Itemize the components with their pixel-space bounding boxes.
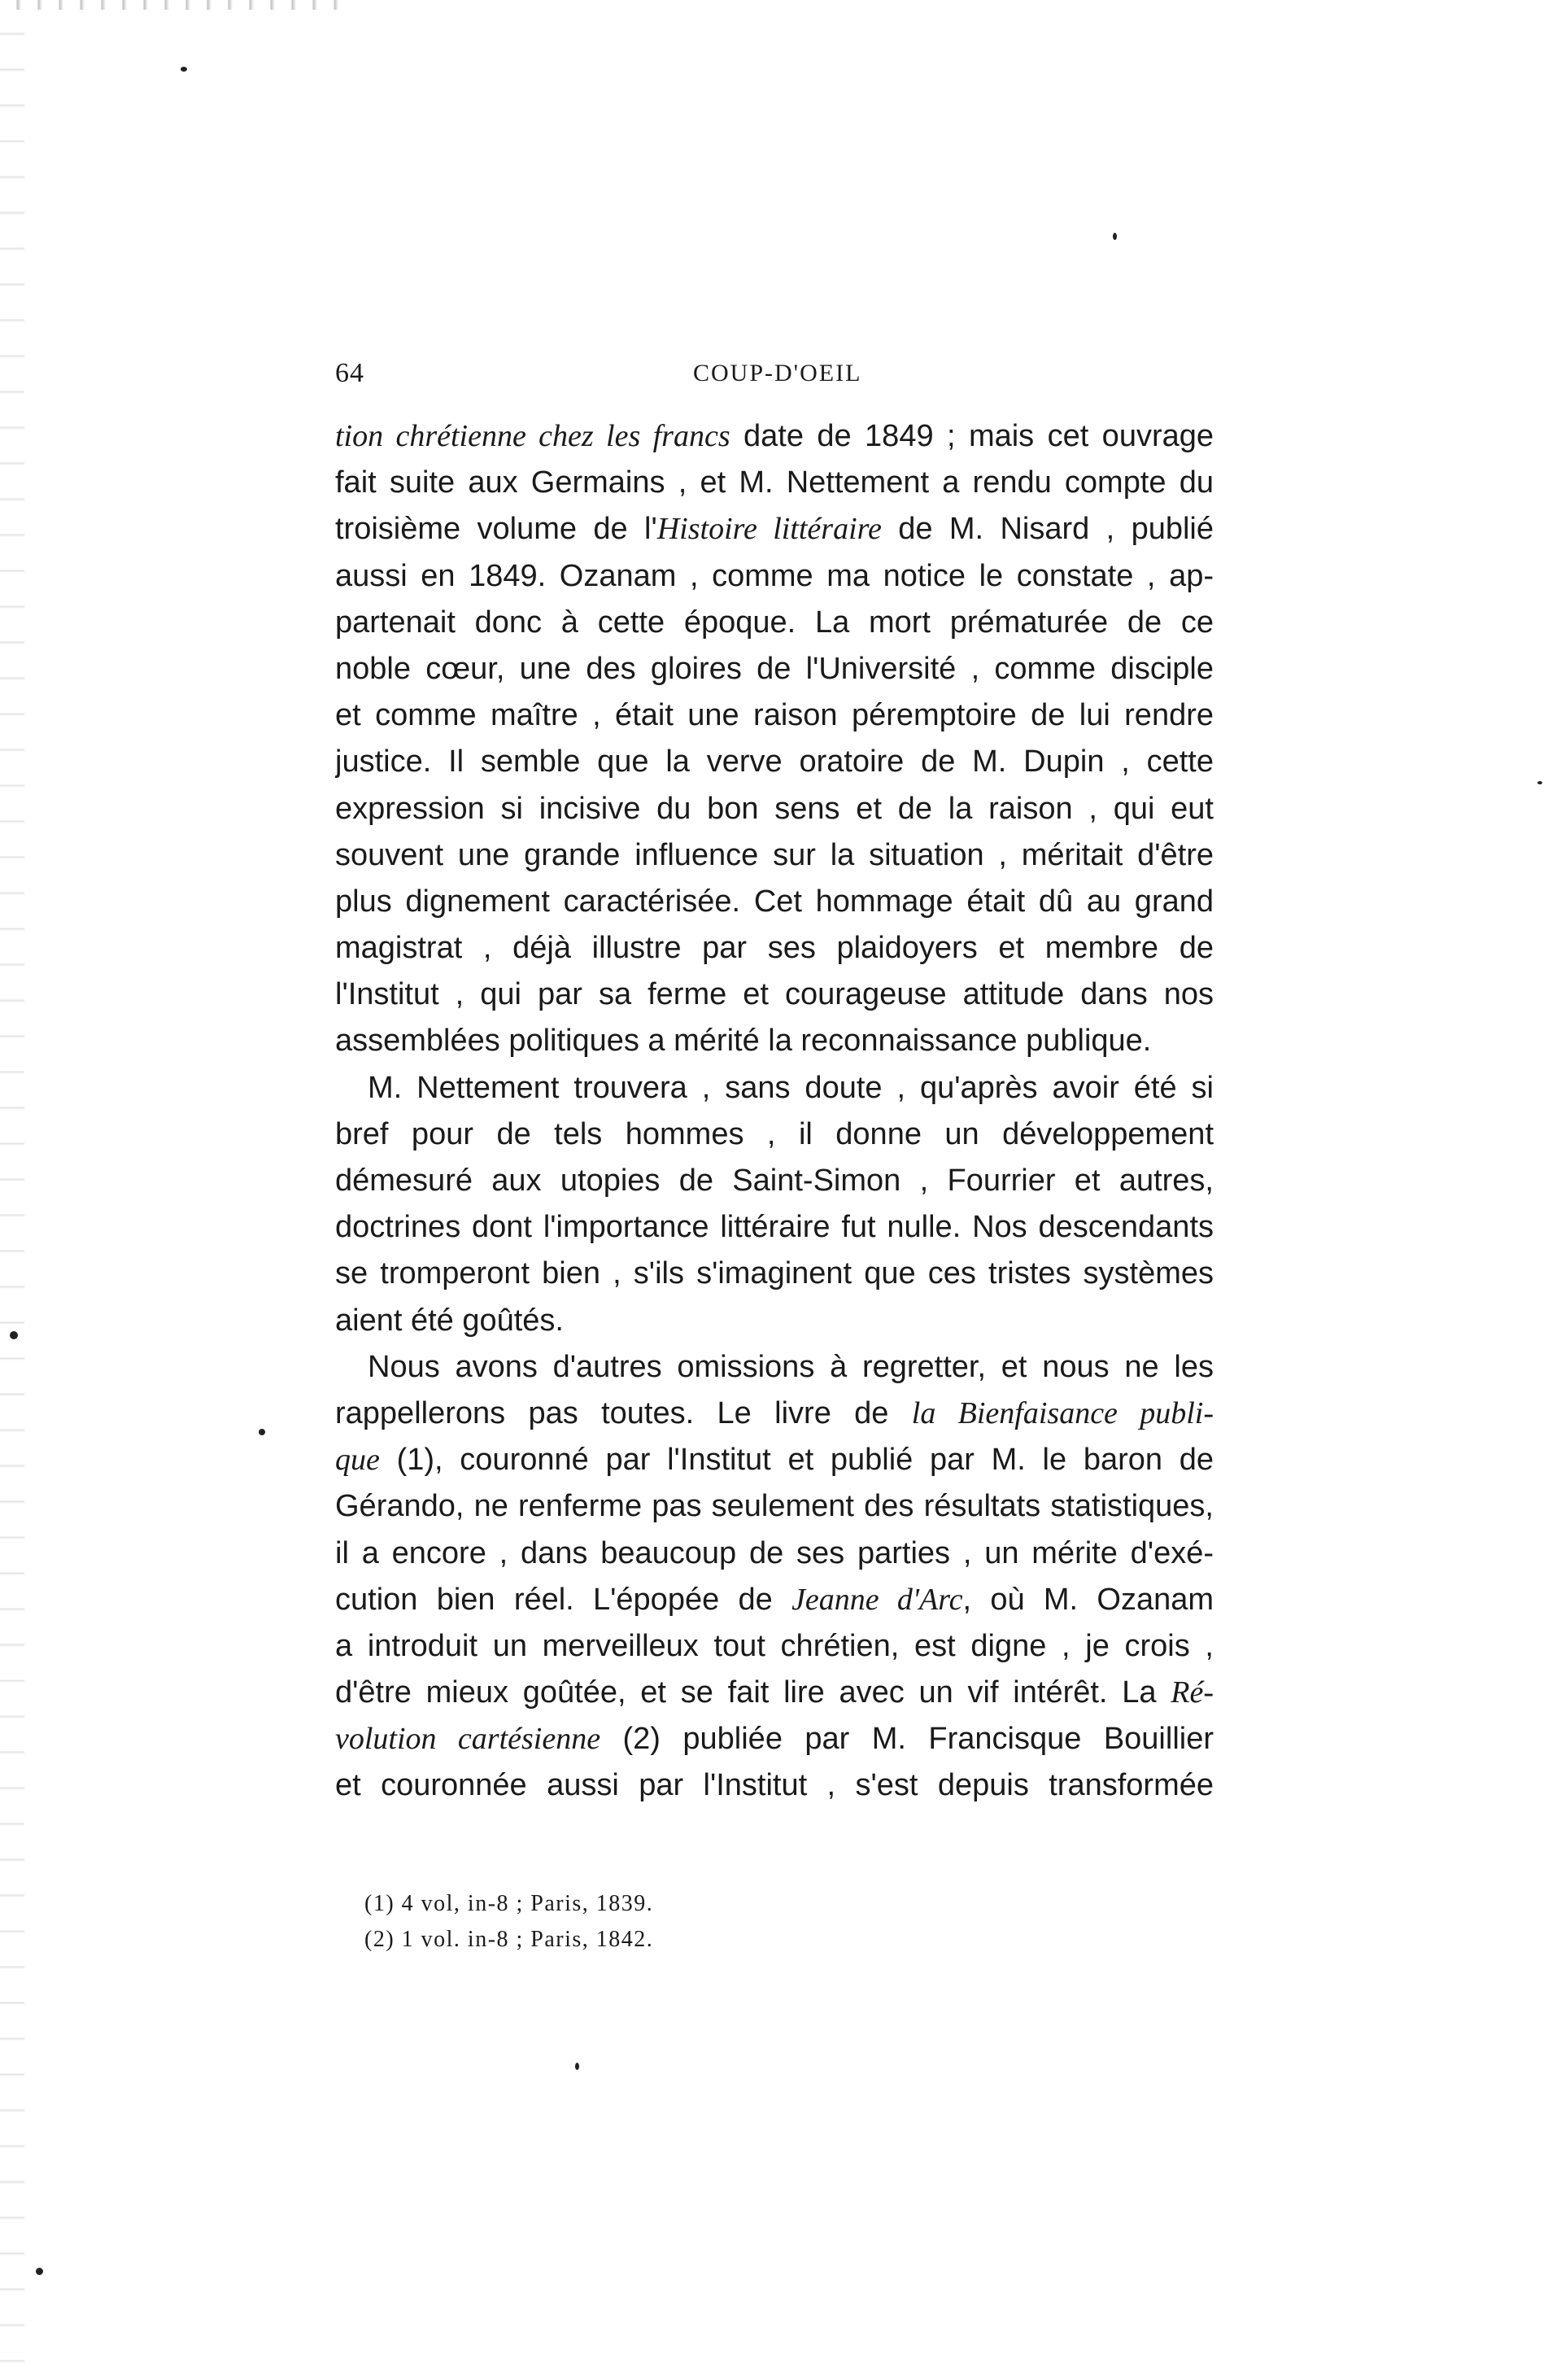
text-segment: (2) publiée par M. Francisque Bouillier [600,1722,1214,1757]
text-line [335,1298,1214,1344]
footnote-2: (2) 1 vol. in-8 ; Paris, 1842. [364,1927,654,1952]
scan-edge-noise [0,0,24,2380]
text-line [335,692,1214,739]
text-segment: troisième volume de l' [335,512,657,547]
text-segment: souvent une grande influence sur la situation , méritait d'être [335,837,1214,872]
text-segment: fait suite aux Germains , et M. Nettement a rendu compte du [335,465,1214,500]
text-line [335,1391,1214,1437]
text-segment: plus dignement caractérisée. Cet hommage était dû au grand [335,884,1214,919]
text-line [335,1437,1214,1483]
text-segment: il a encore , dans beaucoup de ses parties , un mérite d'exé- [335,1535,1214,1570]
text-segment: assemblées politiques a mérité la reconnaissance publique. [335,1024,1152,1059]
text-segment: bref pour de tels hommes , il donne un développement [335,1116,1214,1151]
scan-speck [36,2268,43,2275]
text-segment: magistrat , déjà illustre par ses plaidoyers et membre de [335,931,1214,966]
text-segment: (1), couronné par l'Institut et publié par M. le baron de [379,1443,1214,1478]
italic-text: Ré- [1171,1675,1214,1710]
text-line [335,553,1214,600]
text-segment: rappellerons pas toutes. Le livre de [335,1395,912,1430]
text-line [335,413,1214,460]
text-segment: Gérando, ne renferme pas seulement des résultats statistiques, [335,1489,1214,1524]
text-segment: l'Institut , qui par sa ferme et courageuse attitude dans nos [335,977,1214,1012]
page-header [335,358,1214,407]
text-segment: de M. Nisard , publié [881,512,1214,547]
text-line [335,879,1214,925]
text-line [335,600,1214,646]
italic-text: tion chrétienne chez les francs [335,419,730,453]
scan-top-noise [0,0,342,10]
text-segment: et comme maître , était une raison péremptoire de lui rendre [335,698,1214,733]
scan-speck [259,1429,265,1435]
scan-speck [575,2063,579,2070]
text-segment: partenait donc à cette époque. La mort prématurée de ce [335,605,1214,640]
text-segment: démesuré aux utopies de Saint-Simon , Fourrier et autres, [335,1164,1214,1198]
scan-speck [1537,781,1542,784]
text-line [335,925,1214,972]
text-segment: a introduit un merveilleux tout chrétien, est digne , je crois , [335,1628,1214,1663]
italic-text: la Bienfaisance publi- [911,1395,1214,1430]
text-segment: expression si incisive du bon sens et de la raison , qui eut [335,791,1214,826]
text-segment: M. Nettement trouvera , sans doute , qu'après avoir été si [368,1070,1214,1105]
text-line [335,1251,1214,1297]
text-line [335,1716,1214,1762]
italic-text: Histoire littéraire [656,512,882,547]
text-segment: se tromperont bien , s'ils s'imaginent que ces tristes systèmes [335,1256,1214,1291]
italic-text: volution cartésienne [335,1722,601,1757]
text-line [335,1111,1214,1158]
text-line [335,832,1214,879]
text-line [335,460,1214,506]
text-line [335,1018,1214,1064]
text-line [335,646,1214,692]
text-line [335,1531,1214,1577]
text-segment: doctrines dont l'importance littéraire fut nulle. Nos descendants [335,1210,1214,1245]
text-line [335,506,1214,552]
text-line [335,1762,1214,1809]
text-line [335,1483,1214,1530]
text-segment: noble cœur, une des gloires de l'Université , comme disciple [335,651,1214,686]
text-segment: aient été goûtés. [335,1303,564,1338]
italic-text: que [335,1443,380,1478]
text-segment: , où M. Ozanam [962,1582,1214,1617]
italic-text: Jeanne d'Arc [791,1582,963,1617]
text-segment: et couronnée aussi par l'Institut , s'est depuis transformée [335,1768,1214,1803]
text-segment: date de 1849 ; mais cet ouvrage [730,419,1214,453]
text-line [335,1065,1214,1111]
scan-speck [181,67,187,72]
text-segment: d'être mieux goûtée, et se fait lire avec un vif intérêt. La [335,1675,1171,1710]
text-line [335,1670,1214,1716]
text-segment: aussi en 1849. Ozanam , comme ma notice le constate , ap- [335,558,1214,593]
page-number: 64 [335,358,364,388]
scan-speck [10,1331,18,1339]
text-line [335,1204,1214,1251]
text-line [335,739,1214,785]
text-segment: cution bien réel. L'épopée de [335,1582,792,1617]
text-line [335,1344,1214,1391]
footnote-1: (1) 4 vol, in-8 ; Paris, 1839. [364,1891,654,1916]
text-segment: justice. Il semble que la verve oratoire de M. Dupin , cette [335,745,1214,780]
text-line [335,972,1214,1018]
text-line [335,1623,1214,1670]
body-text [335,413,1214,1810]
running-title: COUP-D'OEIL [693,360,862,386]
text-line [335,786,1214,832]
footnotes [364,1886,934,1958]
scan-speck [1113,233,1117,240]
text-line [335,1158,1214,1204]
text-line [335,1577,1214,1623]
text-segment: Nous avons d'autres omissions à regretter, et nous ne les [368,1349,1214,1384]
